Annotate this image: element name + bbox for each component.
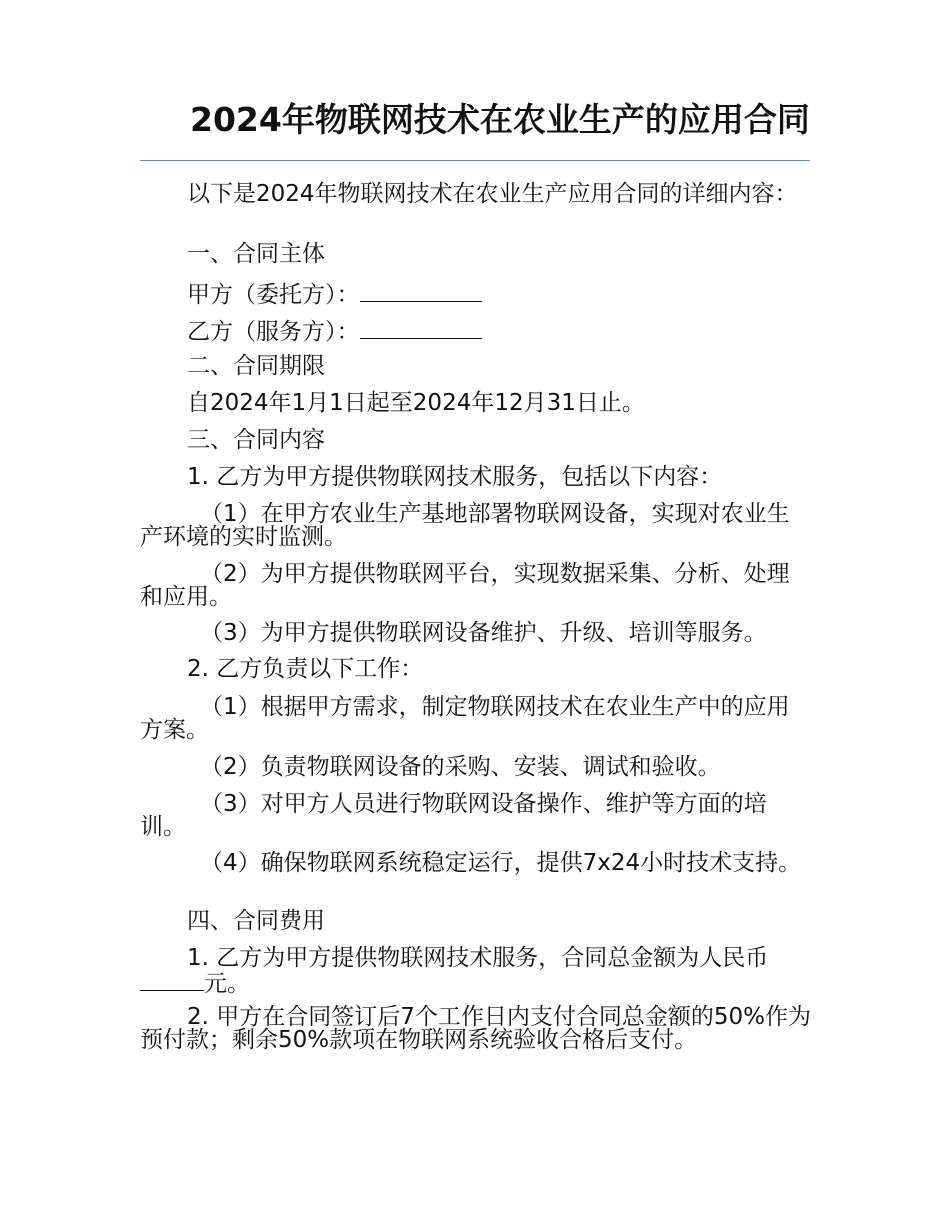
- content-item-1-2: （2）为甲方提供物联网平台，实现数据采集、分析、处理和应用。: [140, 561, 790, 610]
- content-item-2-4: （4）确保物联网系统稳定运行，提供7x24小时技术支持。: [200, 850, 802, 876]
- section-heading-fees: 四、合同费用: [187, 908, 325, 934]
- party-a-blank: [360, 281, 482, 302]
- party-b-line: [140, 318, 812, 344]
- fee-item-1-text: 1. 乙方为甲方提供物联网技术服务，合同总金额为人民币: [187, 945, 769, 971]
- content-item-2-3: （3）对甲方人员进行物联网设备操作、维护等方面的培训。: [140, 791, 767, 840]
- party-b-label: 乙方（服务方）：: [187, 319, 360, 345]
- fee-item-1: [140, 947, 812, 996]
- fee-item-2: 2. 甲方在合同签订后7个工作日内支付合同总金额的50%作为预付款；剩余50%款项在物联网系统验收合格后支付。: [140, 1004, 812, 1053]
- term-paragraph: 自2024年1月1日起至2024年12月31日止。: [187, 390, 645, 416]
- content-item-2-1: （1）根据甲方需求，制定物联网技术在农业生产中的应用方案。: [140, 694, 790, 743]
- section-heading-term: 二、合同期限: [187, 353, 325, 379]
- party-a-line: [140, 281, 812, 307]
- content-item-2: 2. 乙方负责以下工作：: [187, 656, 424, 682]
- fee-item-1-unit: 元。: [204, 971, 250, 997]
- content-item-1-1: （1）在甲方农业生产基地部署物联网设备，实现对农业生产环境的实时监测。: [140, 501, 790, 550]
- section-heading-content: 三、合同内容: [187, 427, 325, 453]
- content-item-1: 1. 乙方为甲方提供物联网技术服务，包括以下内容：: [187, 464, 723, 490]
- intro-paragraph: 以下是2024年物联网技术在农业生产应用合同的详细内容：: [187, 181, 798, 207]
- content-item-1-3: （3）为甲方提供物联网设备维护、升级、培训等服务。: [200, 620, 767, 646]
- title-divider: [140, 160, 810, 161]
- fee-amount-blank: [140, 970, 204, 991]
- party-b-blank: [360, 318, 482, 339]
- section-heading-parties: 一、合同主体: [187, 241, 325, 267]
- content-item-2-2: （2）负责物联网设备的采购、安装、调试和验收。: [200, 754, 721, 780]
- document-title: 2024年物联网技术在农业生产的应用合同: [190, 100, 810, 139]
- party-a-label: 甲方（委托方）：: [187, 282, 360, 308]
